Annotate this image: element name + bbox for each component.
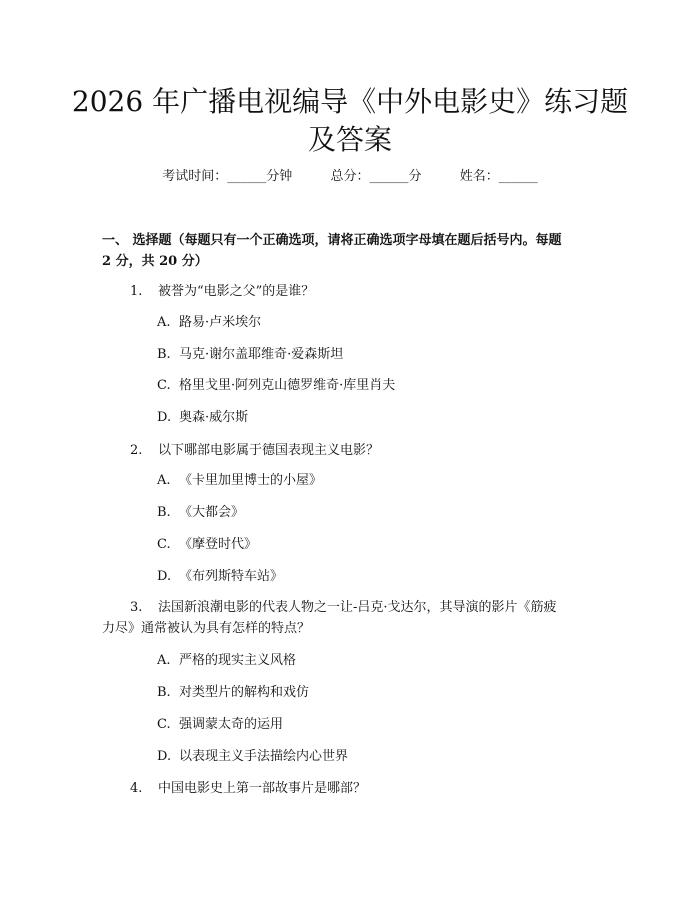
- question-1-option-a: [157, 314, 587, 332]
- option-text: 强调蒙太奇的运用: [179, 717, 284, 732]
- option-letter: D.: [157, 410, 172, 425]
- option-text: 《布列斯特车站》: [179, 569, 284, 584]
- question-3-option-a: [157, 652, 587, 670]
- option-letter: C.: [157, 378, 171, 393]
- exam-time-label: 考试时间：______分钟: [162, 169, 293, 184]
- question-number: 4.: [130, 781, 143, 796]
- question-text-continued: 力尽》通常被认为具有怎样的特点？: [102, 621, 311, 636]
- question-3: [102, 597, 600, 639]
- question-2-option-c: [157, 536, 587, 554]
- question-text: 法国新浪潮电影的代表人物之一让-吕克·戈达尔，其导演的影片《筋疲: [158, 600, 557, 615]
- option-letter: A.: [157, 315, 171, 330]
- option-letter: B.: [157, 505, 171, 520]
- question-1-option-d: [157, 409, 587, 427]
- option-text: 奥森·威尔斯: [179, 410, 249, 425]
- question-2-option-a: [157, 472, 587, 490]
- exam-meta: [0, 168, 700, 186]
- option-text: 格里戈里·阿列克山德罗维奇·库里肖夫: [179, 378, 396, 393]
- question-2-option-b: [157, 504, 587, 522]
- option-text: 《摩登时代》: [179, 537, 258, 552]
- option-text: 《大都会》: [179, 505, 245, 520]
- question-2: [130, 440, 600, 461]
- option-letter: C.: [157, 537, 171, 552]
- option-letter: A.: [157, 653, 171, 668]
- option-letter: B.: [157, 347, 171, 362]
- option-letter: A.: [157, 473, 171, 488]
- name-label: 姓名：______: [459, 169, 538, 184]
- question-1-option-b: [157, 346, 587, 364]
- question-1-option-c: [157, 377, 587, 395]
- option-letter: C.: [157, 717, 171, 732]
- option-text: 马克·谢尔盖耶维奇·爱森斯坦: [179, 347, 344, 362]
- document-title-line-2: 及答案: [307, 123, 392, 156]
- option-letter: B.: [157, 685, 171, 700]
- question-text: 中国电影史上第一部故事片是哪部？: [158, 781, 367, 796]
- question-2-option-d: [157, 568, 587, 586]
- question-number: 1.: [130, 284, 143, 299]
- option-text: 对类型片的解构和戏仿: [179, 685, 310, 700]
- question-3-option-c: [157, 716, 587, 734]
- document-title-line-1: 2026 年广播电视编导《中外电影史》练习题: [71, 85, 629, 118]
- question-number: 3.: [130, 600, 143, 615]
- question-3-option-d: [157, 748, 587, 766]
- option-text: 以表现主义手法描绘内心世界: [179, 749, 349, 764]
- question-number: 2.: [130, 443, 143, 458]
- section-heading-line-2: 2 分，共 20 分）: [102, 254, 208, 269]
- option-text: 严格的现实主义风格: [179, 653, 297, 668]
- option-text: 《卡里加里博士的小屋》: [179, 473, 323, 488]
- option-text: 路易·卢米埃尔: [179, 315, 262, 330]
- option-letter: D.: [157, 749, 172, 764]
- section-heading-line-1: 一、 选择题（每题只有一个正确选项，请将正确选项字母填在题后括号内。每题: [102, 233, 562, 248]
- question-3-option-b: [157, 684, 587, 702]
- total-score-label: 总分：______分: [330, 169, 422, 184]
- question-text: 以下哪部电影属于德国表现主义电影？: [158, 443, 380, 458]
- question-4: [130, 778, 600, 799]
- question-text: 被誉为“电影之父”的是谁？: [158, 284, 315, 299]
- question-1: [130, 281, 600, 302]
- option-letter: D.: [157, 569, 172, 584]
